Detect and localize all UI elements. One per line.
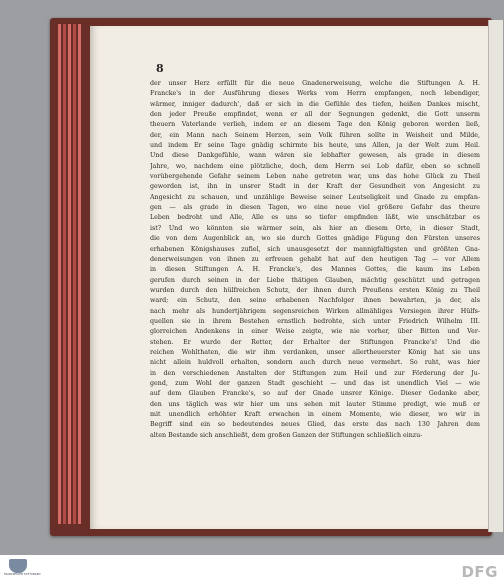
page-edge (78, 24, 81, 524)
text-line: Leben bedroht und Alle, Alle es uns so tiefer empfinden läßt, wie unschätzbar es (150, 214, 480, 222)
text-line: ist? Und wo könnten sie wärmer sein, als hier an diesem Orte, in dieser Stadt, (150, 224, 480, 232)
text-line: die von dem Augenblick an, wo sie durch Gottes gnädige Fügung den Fürsten unseres (150, 235, 480, 243)
text-line: geworden ist, ihn in unsrer Stadt in der Kraft der Gesundheit von Angesicht zu (150, 183, 480, 191)
text-line: quellen sie in ihrem Bestehen ernstlich bedrohte, sich unter Friedrich Wilhelm III. (150, 317, 480, 325)
facing-page-edge (488, 20, 503, 532)
text-line: nach mehr als hundertjährigem segensreichen Wirken allmähliges Versiegen ihrer Hülfs- (150, 307, 480, 315)
text-line: Begriff sind ein so bedeutendes neues Glied, das erste das nach 130 Jahren dem (150, 421, 480, 429)
text-line: alten Bestande sich anschließt, dem großen Ganzen der Stiftungen schließlich einzu- (150, 431, 423, 439)
text-line: der, ein Mann nach Seinem Herzen, sein Volk führen sollte in Weisheit und Milde, (150, 131, 480, 139)
text-line: ward; ein Schutz, den seine erhabenen Nachfolger ihnen bewahrten, ja der, als (150, 297, 480, 305)
page-number: 8 (156, 62, 164, 75)
text-line: gen — als grade in diesen Tagen, wo eine neue viel größere Gefahr das theure (150, 204, 480, 212)
text-line: reichen Wohlthaten, die wir ihm verdanken, unser allertheuerster König hat sie uns (150, 348, 480, 356)
text-line: gend, zum Wohl der ganzen Stadt geschieht — und das ist unendlich Viel — wie (150, 379, 480, 387)
text-line: in den verschiedenen Anstalten der Stiftungen zum Heil und zur Förderung der Ju- (150, 369, 480, 377)
dfg-logo: DFG (461, 563, 498, 581)
page-edge (58, 24, 61, 524)
viewer-footer (0, 555, 504, 588)
text-line: Angesicht zu schauen, und unzählige Beweise seiner Leutseligkeit und Gnade zu empfan- (150, 193, 480, 201)
page-edge (63, 24, 66, 524)
text-line: erhabenen Königshauses zufiel, sich unausgesetzt der mannigfaltigsten und größten Gna- (150, 245, 480, 253)
crest-icon (9, 559, 27, 573)
text-line: wärmer, inniger dadurch', daß er sich in die Gefühle des tiefen, heißen Dankes mischt, (150, 100, 480, 108)
text-line: nicht allein huldvoll erhalten, sondern auch durch neue vermehrt. So ruht, was hier (150, 359, 480, 367)
text-line: stehen. Er wurde der Retter, der Erhalter der Stiftungen Francke's! Und die (150, 338, 480, 346)
text-line: gerufen durch seinen in der Liebe thätigen Glauben, mächtig geschützt und getragen (150, 276, 480, 284)
text-line: und indem Er seine Tage gnädig schirmte bis heute, uns Allen, ja der Welt zum Heil. (150, 142, 480, 150)
text-line: in diesen Stiftungen A. H. Francke's, des Mannes Gottes, die kaum ins Leben (150, 266, 480, 274)
text-line: wurden durch den hülfreichen Schutz, der ihnen durch Preußens ersten König zu Theil (150, 286, 480, 294)
text-line: den uns täglich was wir hier um uns sehen mit lauter Stimme predigt, wie muß er (150, 400, 480, 408)
text-line: glorreichen Andenkens in einer Weise zeigte, wie nie vorher, über Bitten und Ver- (150, 328, 480, 336)
text-line: der unser Herz erfüllt für die neue Gnadenerweisung, welche die Stiftungen A. H. (150, 80, 480, 87)
text-line: Jahre, wo, nachdem eine plötzliche, doch, dem Herrn sei Lob dafür, eben so schnell (150, 162, 480, 170)
text-line: vorübergehende Gefahr seinem Leben nahe getreten war, uns das hohe Glück zu Theil (150, 173, 480, 181)
text-line: den jeder Preuße empfindet, wenn er all der Segnungen gedenkt, die Gott unserm (150, 111, 480, 119)
text-line: mit unendlich erhöhter Kraft erwachen in einem Momente, wie dieser, wo wir in (150, 411, 480, 418)
page-edge (68, 24, 71, 524)
page-edge (73, 24, 76, 524)
text-line: denerweisungen von ihnen zu erfreuen gehabt hat auf den heutigen Tag — vor Allem (150, 255, 480, 263)
text-line: Und diese Dankgefühle, wann wären sie lebhafter gewesen, als grade in diesem (150, 152, 480, 160)
text-line: auf dem Glauben Francke's, so auf der Gnade unsrer Könige. Dieser Gedanke aber, (150, 390, 480, 398)
body-text (150, 79, 480, 441)
text-line: Francke's in der Ausführung dieses Werks vom Herrn empfangen, noch lebendiger, (150, 90, 480, 98)
logo-text: FRANCKESCHE STIFTUNGEN (4, 573, 41, 576)
text-line: theuern Vaterlande verlieh, indem er an diesem Tage den König geboren werden ließ, (150, 121, 480, 129)
francke-logo (4, 559, 41, 585)
